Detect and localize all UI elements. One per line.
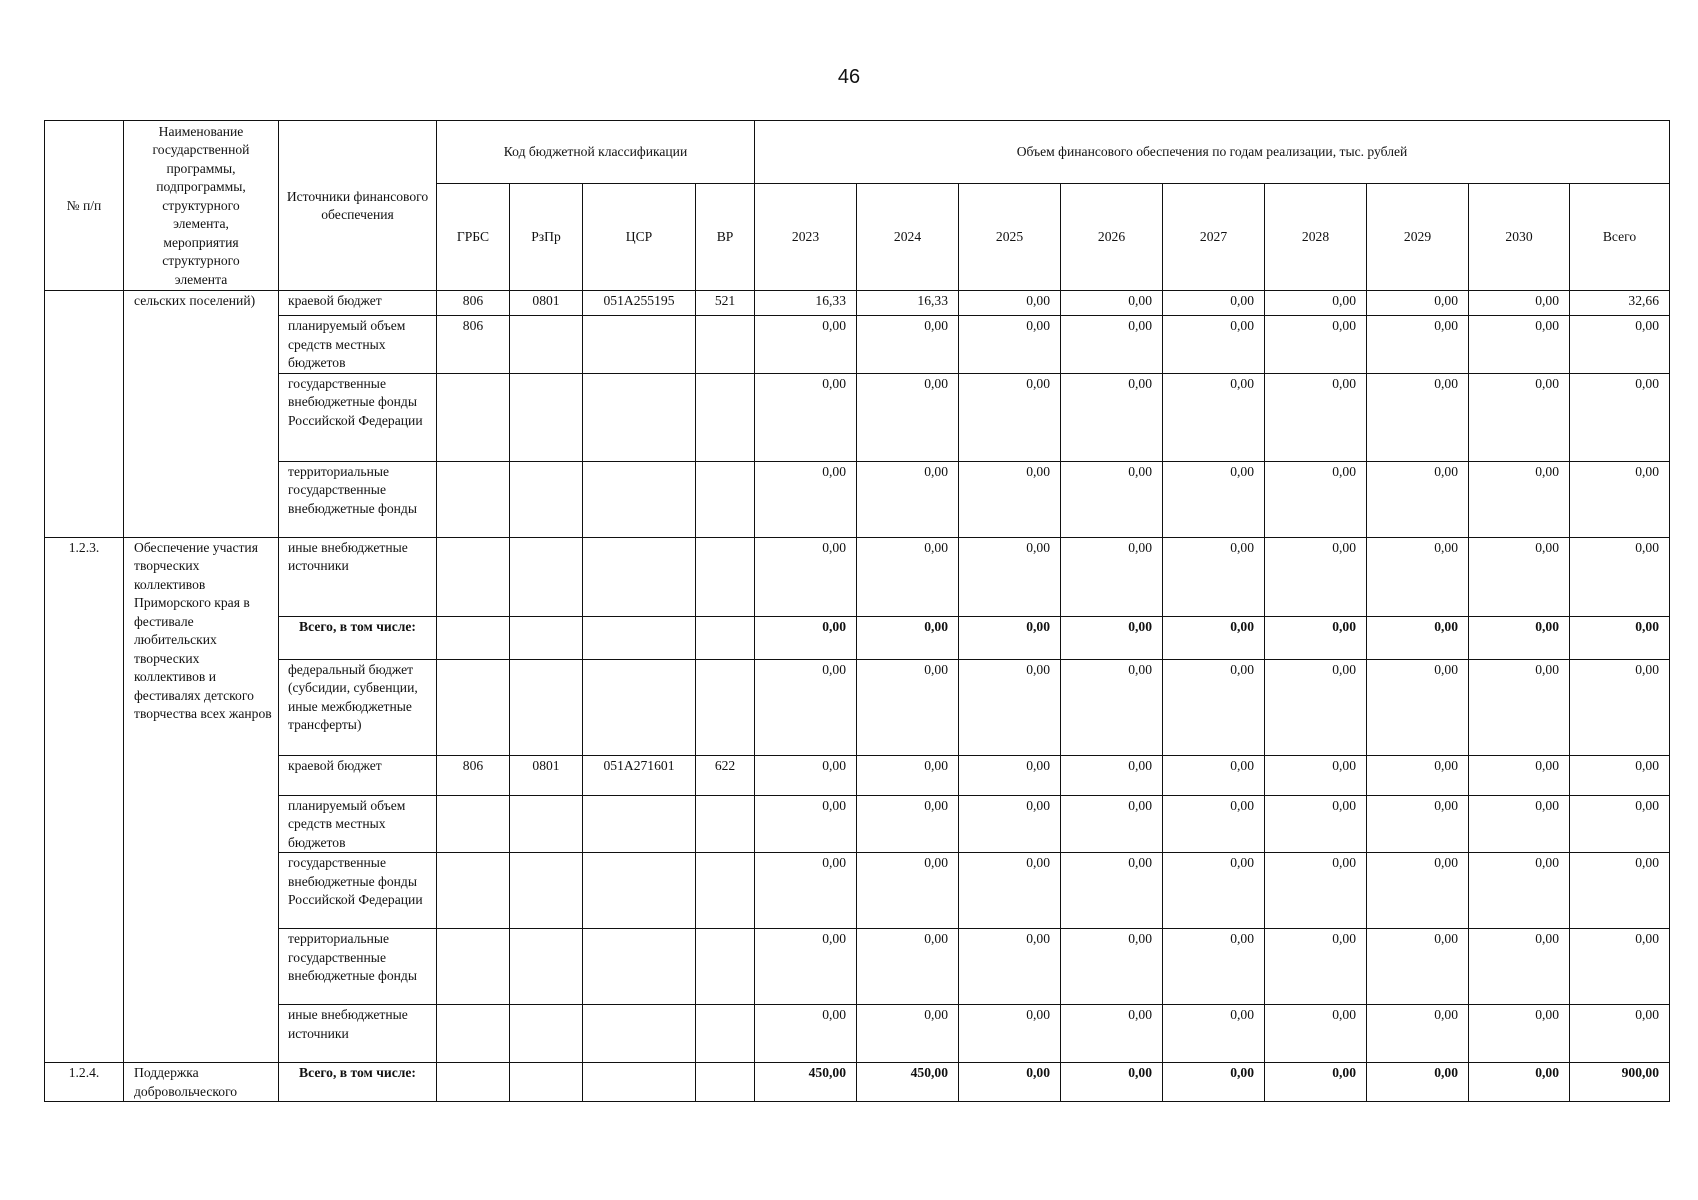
row-total: 0,00 [1570, 316, 1670, 374]
row-vr [696, 537, 755, 616]
row-value: 0,00 [1367, 795, 1469, 853]
row-value: 0,00 [959, 616, 1061, 659]
row-value: 0,00 [1469, 373, 1570, 461]
row-value: 0,00 [1061, 461, 1163, 537]
row-value: 0,00 [755, 461, 857, 537]
row-grbs [437, 929, 510, 1005]
row-value: 0,00 [1469, 616, 1570, 659]
row-rzpr [510, 1005, 583, 1063]
row-total: 0,00 [1570, 373, 1670, 461]
row-value: 0,00 [755, 537, 857, 616]
table-row [45, 929, 1670, 1005]
row-vr [696, 795, 755, 853]
row-source: Всего, в том числе: [279, 616, 437, 659]
row-rzpr [510, 659, 583, 755]
row-value: 0,00 [959, 316, 1061, 374]
table-row [45, 755, 1670, 795]
row-value: 0,00 [959, 373, 1061, 461]
row-vr [696, 461, 755, 537]
row-vr: 521 [696, 291, 755, 316]
row-source: территориальные государственные внебюджетные фонды [279, 929, 437, 1005]
row-value: 0,00 [1265, 755, 1367, 795]
header-year-2029: 2029 [1367, 184, 1469, 291]
row-value: 0,00 [959, 659, 1061, 755]
row-value: 0,00 [1367, 1063, 1469, 1102]
row-total: 0,00 [1570, 616, 1670, 659]
row-rzpr [510, 616, 583, 659]
row-value: 0,00 [1367, 291, 1469, 316]
table-row [45, 853, 1670, 929]
row-csr [583, 659, 696, 755]
row-vr [696, 616, 755, 659]
row-value: 0,00 [1061, 853, 1163, 929]
row-total: 0,00 [1570, 853, 1670, 929]
row-rzpr [510, 853, 583, 929]
row-total: 0,00 [1570, 537, 1670, 616]
row-vr [696, 1005, 755, 1063]
table-row [45, 1005, 1670, 1063]
row-csr [583, 461, 696, 537]
row-value: 0,00 [857, 853, 959, 929]
row-value: 0,00 [755, 929, 857, 1005]
row-rzpr [510, 316, 583, 374]
row-value: 450,00 [755, 1063, 857, 1102]
row-value: 0,00 [1367, 1005, 1469, 1063]
row-total: 0,00 [1570, 461, 1670, 537]
row-value: 0,00 [1367, 537, 1469, 616]
table-row [45, 537, 1670, 616]
row-value: 0,00 [1469, 853, 1570, 929]
row-name: Поддержка добровольческого [124, 1063, 279, 1102]
row-value: 0,00 [1265, 853, 1367, 929]
row-value: 0,00 [755, 616, 857, 659]
row-value: 16,33 [857, 291, 959, 316]
row-value: 0,00 [1265, 929, 1367, 1005]
header-name-line: структурного [162, 253, 240, 269]
row-num: 1.2.4. [45, 1063, 124, 1102]
header-grbs: ГРБС [437, 184, 510, 291]
row-grbs [437, 1005, 510, 1063]
row-value: 0,00 [1265, 795, 1367, 853]
row-value: 0,00 [755, 316, 857, 374]
row-total: 0,00 [1570, 929, 1670, 1005]
row-value: 0,00 [1469, 1005, 1570, 1063]
row-value: 0,00 [755, 1005, 857, 1063]
row-value: 0,00 [1469, 537, 1570, 616]
row-grbs [437, 853, 510, 929]
row-source: планируемый объем средств местных бюджетов [279, 316, 437, 374]
row-value: 0,00 [1061, 1063, 1163, 1102]
row-grbs [437, 1063, 510, 1102]
row-source: планируемый объем средств местных бюджетов [279, 795, 437, 853]
header-name-line: подпрограммы, [156, 179, 246, 195]
row-name: сельских поселений) [124, 291, 279, 538]
row-value: 0,00 [1469, 755, 1570, 795]
header-year-2030: 2030 [1469, 184, 1570, 291]
row-vr [696, 659, 755, 755]
row-value: 0,00 [1061, 795, 1163, 853]
row-value: 0,00 [1469, 659, 1570, 755]
row-value: 0,00 [1367, 755, 1469, 795]
row-value: 0,00 [1265, 1063, 1367, 1102]
budget-table [44, 120, 1670, 1102]
row-csr [583, 795, 696, 853]
row-rzpr [510, 929, 583, 1005]
row-value: 0,00 [857, 461, 959, 537]
table-row [45, 616, 1670, 659]
row-value: 0,00 [1469, 461, 1570, 537]
header-name-line: программы, [166, 160, 236, 176]
row-rzpr: 0801 [510, 291, 583, 316]
header-name-line: элемента [174, 271, 228, 287]
row-value: 0,00 [755, 373, 857, 461]
row-rzpr [510, 537, 583, 616]
table-row [45, 795, 1670, 853]
row-csr [583, 616, 696, 659]
row-csr: 051A271601 [583, 755, 696, 795]
header-row-1 [45, 121, 1670, 184]
row-grbs: 806 [437, 316, 510, 374]
row-value: 0,00 [1265, 373, 1367, 461]
row-source: государственные внебюджетные фонды Российской Федерации [279, 373, 437, 461]
row-source: иные внебюджетные источники [279, 1005, 437, 1063]
row-vr [696, 1063, 755, 1102]
row-value: 0,00 [959, 1063, 1061, 1102]
row-source: иные внебюджетные источники [279, 537, 437, 616]
row-value: 0,00 [1163, 795, 1265, 853]
row-value: 0,00 [959, 929, 1061, 1005]
row-grbs [437, 461, 510, 537]
row-value: 0,00 [1061, 373, 1163, 461]
row-value: 0,00 [959, 461, 1061, 537]
row-vr [696, 853, 755, 929]
header-vr: ВР [696, 184, 755, 291]
row-total: 900,00 [1570, 1063, 1670, 1102]
row-value: 0,00 [1163, 853, 1265, 929]
row-vr: 622 [696, 755, 755, 795]
row-num [45, 291, 124, 538]
row-grbs: 806 [437, 291, 510, 316]
row-csr [583, 1005, 696, 1063]
header-year-2026: 2026 [1061, 184, 1163, 291]
row-name: Обеспечение участия творческих коллективов Приморского края в фестивале любительских творческих коллективов и фестивалях детского творчества всех жанров [124, 537, 279, 1063]
row-rzpr [510, 795, 583, 853]
page-number: 46 [837, 66, 861, 88]
row-value: 0,00 [959, 853, 1061, 929]
row-total: 0,00 [1570, 795, 1670, 853]
row-total: 0,00 [1570, 659, 1670, 755]
row-value: 0,00 [1061, 291, 1163, 316]
row-csr [583, 929, 696, 1005]
row-value: 0,00 [1163, 1063, 1265, 1102]
row-value: 0,00 [1061, 755, 1163, 795]
row-source: территориальные государственные внебюджетные фонды [279, 461, 437, 537]
row-value: 0,00 [1265, 316, 1367, 374]
header-name-line: мероприятия [163, 234, 239, 250]
row-grbs [437, 659, 510, 755]
row-value: 0,00 [857, 373, 959, 461]
table-row [45, 291, 1670, 316]
row-csr [583, 316, 696, 374]
header-name [124, 121, 279, 291]
row-value: 0,00 [857, 316, 959, 374]
row-rzpr [510, 373, 583, 461]
row-value: 0,00 [1265, 461, 1367, 537]
header-rzpr: РзПр [510, 184, 583, 291]
row-total: 32,66 [1570, 291, 1670, 316]
row-value: 0,00 [1265, 659, 1367, 755]
row-csr: 051A255195 [583, 291, 696, 316]
header-csr: ЦСР [583, 184, 696, 291]
row-value: 0,00 [857, 537, 959, 616]
row-value: 0,00 [959, 755, 1061, 795]
header-year-2025: 2025 [959, 184, 1061, 291]
row-num: 1.2.3. [45, 537, 124, 1063]
row-value: 0,00 [1367, 853, 1469, 929]
header-name-line: элемента, [173, 216, 229, 232]
row-value: 0,00 [1163, 316, 1265, 374]
row-source: краевой бюджет [279, 755, 437, 795]
row-value: 0,00 [1163, 537, 1265, 616]
row-value: 0,00 [1163, 1005, 1265, 1063]
row-grbs [437, 373, 510, 461]
header-year-2023: 2023 [755, 184, 857, 291]
row-value: 0,00 [1469, 316, 1570, 374]
row-value: 0,00 [1367, 659, 1469, 755]
row-value: 0,00 [857, 616, 959, 659]
row-value: 0,00 [1061, 1005, 1163, 1063]
header-year-2027: 2027 [1163, 184, 1265, 291]
row-value: 0,00 [1163, 373, 1265, 461]
row-value: 0,00 [1469, 1063, 1570, 1102]
row-value: 0,00 [755, 853, 857, 929]
header-year-2028: 2028 [1265, 184, 1367, 291]
row-value: 0,00 [1163, 929, 1265, 1005]
row-vr [696, 929, 755, 1005]
row-value: 0,00 [1469, 291, 1570, 316]
row-value: 0,00 [1367, 616, 1469, 659]
row-csr [583, 853, 696, 929]
table-body [45, 291, 1670, 1102]
row-value: 0,00 [1469, 929, 1570, 1005]
row-value: 0,00 [1469, 795, 1570, 853]
row-value: 0,00 [1367, 316, 1469, 374]
header-num: № п/п [45, 121, 124, 291]
table-row [45, 461, 1670, 537]
row-grbs [437, 795, 510, 853]
row-value: 0,00 [1265, 291, 1367, 316]
header-volume-group: Объем финансового обеспечения по годам реализации, тыс. рублей [755, 121, 1670, 184]
row-grbs: 806 [437, 755, 510, 795]
row-total: 0,00 [1570, 1005, 1670, 1063]
table-row [45, 659, 1670, 755]
row-csr [583, 537, 696, 616]
row-value: 0,00 [1367, 929, 1469, 1005]
row-rzpr [510, 1063, 583, 1102]
row-value: 0,00 [857, 1005, 959, 1063]
row-source: Всего, в том числе: [279, 1063, 437, 1102]
row-value: 0,00 [1061, 316, 1163, 374]
header-total: Всего [1570, 184, 1670, 291]
row-value: 0,00 [755, 659, 857, 755]
row-value: 0,00 [857, 795, 959, 853]
row-source: федеральный бюджет (субсидии, субвенции, иные межбюджетные трансферты) [279, 659, 437, 755]
row-source: государственные внебюджетные фонды Российской Федерации [279, 853, 437, 929]
row-value: 0,00 [1163, 291, 1265, 316]
table-row [45, 373, 1670, 461]
row-value: 450,00 [857, 1063, 959, 1102]
row-value: 0,00 [1061, 929, 1163, 1005]
row-csr [583, 1063, 696, 1102]
row-value: 0,00 [1265, 1005, 1367, 1063]
row-value: 0,00 [1061, 659, 1163, 755]
header-kbk-group: Код бюджетной классификации [437, 121, 755, 184]
row-source: краевой бюджет [279, 291, 437, 316]
row-value: 0,00 [755, 795, 857, 853]
row-value: 0,00 [959, 537, 1061, 616]
row-rzpr [510, 461, 583, 537]
row-value: 0,00 [1163, 659, 1265, 755]
header-sources: Источники финансового обеспечения [279, 121, 437, 291]
row-vr [696, 373, 755, 461]
row-value: 0,00 [857, 659, 959, 755]
row-value: 0,00 [1367, 461, 1469, 537]
row-value: 0,00 [1265, 537, 1367, 616]
header-name-line: структурного [162, 197, 240, 213]
row-vr [696, 316, 755, 374]
row-value: 0,00 [1367, 373, 1469, 461]
header-year-2024: 2024 [857, 184, 959, 291]
row-grbs [437, 616, 510, 659]
row-value: 0,00 [959, 291, 1061, 316]
row-value: 0,00 [857, 755, 959, 795]
row-total: 0,00 [1570, 755, 1670, 795]
row-value: 0,00 [1061, 616, 1163, 659]
row-csr [583, 373, 696, 461]
row-value: 0,00 [959, 1005, 1061, 1063]
header-name-line: Наименование [158, 123, 244, 139]
row-value: 0,00 [857, 929, 959, 1005]
table-row [45, 1063, 1670, 1102]
table-row [45, 316, 1670, 374]
row-grbs [437, 537, 510, 616]
row-value: 0,00 [1265, 616, 1367, 659]
row-value: 0,00 [1163, 461, 1265, 537]
row-rzpr: 0801 [510, 755, 583, 795]
row-value: 16,33 [755, 291, 857, 316]
row-value: 0,00 [1061, 537, 1163, 616]
header-name-line: государственной [152, 142, 250, 158]
row-value: 0,00 [959, 795, 1061, 853]
row-value: 0,00 [1163, 616, 1265, 659]
row-value: 0,00 [755, 755, 857, 795]
row-value: 0,00 [1163, 755, 1265, 795]
